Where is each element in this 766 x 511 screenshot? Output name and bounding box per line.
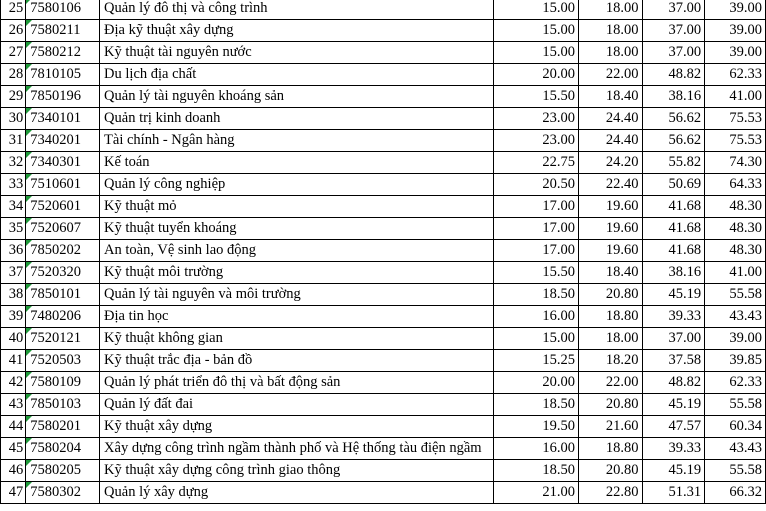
- row-number-cell[interactable]: 40: [1, 328, 26, 350]
- score-cell-1[interactable]: 19.50: [493, 416, 578, 438]
- major-name-cell[interactable]: Kỹ thuật không gian: [100, 328, 494, 350]
- score-cell-1[interactable]: 21.00: [493, 482, 578, 504]
- score-cell-1[interactable]: 20.50: [493, 174, 578, 196]
- row-number-cell[interactable]: 29: [1, 86, 26, 108]
- score-cell-2[interactable]: 21.60: [579, 416, 642, 438]
- score-cell-3[interactable]: 37.58: [642, 350, 705, 372]
- score-cell-2[interactable]: 19.60: [579, 196, 642, 218]
- table-row: [1, 218, 766, 240]
- major-code-cell[interactable]: 7340201: [26, 130, 100, 152]
- major-name-cell[interactable]: Kỹ thuật xây dựng: [100, 416, 494, 438]
- score-cell-4[interactable]: 75.53: [705, 108, 766, 130]
- major-name-cell[interactable]: Quản trị kinh doanh: [100, 108, 494, 130]
- table-row: [1, 86, 766, 108]
- score-cell-3[interactable]: 56.62: [642, 130, 705, 152]
- table-row: [1, 328, 766, 350]
- major-name-cell[interactable]: Xây dựng công trình ngầm thành phố và Hệ thống tàu điện ngầm: [100, 438, 494, 460]
- major-name-cell[interactable]: Địa kỹ thuật xây dựng: [100, 20, 494, 42]
- score-cell-3[interactable]: 37.00: [642, 0, 705, 20]
- score-cell-1[interactable]: 15.00: [493, 42, 578, 64]
- score-cell-3[interactable]: 50.69: [642, 174, 705, 196]
- table-row: [1, 306, 766, 328]
- major-code-cell[interactable]: 7520503: [26, 350, 100, 372]
- major-name-cell[interactable]: Kỹ thuật tuyển khoáng: [100, 218, 494, 240]
- score-cell-2[interactable]: 20.80: [579, 460, 642, 482]
- row-number-cell[interactable]: 47: [1, 482, 26, 504]
- score-cell-2[interactable]: 18.80: [579, 438, 642, 460]
- major-code-cell[interactable]: 7850101: [26, 284, 100, 306]
- major-code-cell[interactable]: 7520121: [26, 328, 100, 350]
- score-cell-2[interactable]: 18.80: [579, 306, 642, 328]
- score-cell-3[interactable]: 41.68: [642, 218, 705, 240]
- major-name-cell[interactable]: Kỹ thuật xây dựng công trình giao thông: [100, 460, 494, 482]
- score-cell-2[interactable]: 22.40: [579, 174, 642, 196]
- score-cell-4[interactable]: 60.34: [705, 416, 766, 438]
- score-cell-3[interactable]: 38.16: [642, 86, 705, 108]
- major-code-cell[interactable]: 7580205: [26, 460, 100, 482]
- table-row: [1, 460, 766, 482]
- major-code-cell[interactable]: 7580109: [26, 372, 100, 394]
- score-cell-3[interactable]: 51.31: [642, 482, 705, 504]
- score-cell-2[interactable]: 20.80: [579, 394, 642, 416]
- major-code-cell[interactable]: 7340101: [26, 108, 100, 130]
- table-row: [1, 108, 766, 130]
- score-cell-4[interactable]: 66.32: [705, 482, 766, 504]
- score-cell-1[interactable]: 22.75: [493, 152, 578, 174]
- score-cell-3[interactable]: 41.68: [642, 240, 705, 262]
- major-code-cell[interactable]: 7480206: [26, 306, 100, 328]
- major-code-cell[interactable]: 7520607: [26, 218, 100, 240]
- score-cell-2[interactable]: 24.20: [579, 152, 642, 174]
- row-number-cell[interactable]: 38: [1, 284, 26, 306]
- major-code-cell[interactable]: 7850103: [26, 394, 100, 416]
- score-cell-1[interactable]: 18.50: [493, 284, 578, 306]
- major-code-cell[interactable]: 7810105: [26, 64, 100, 86]
- major-code-cell[interactable]: 7580302: [26, 482, 100, 504]
- score-cell-2[interactable]: 18.20: [579, 350, 642, 372]
- score-cell-3[interactable]: 56.62: [642, 108, 705, 130]
- major-name-cell[interactable]: Tài chính - Ngân hàng: [100, 130, 494, 152]
- score-cell-3[interactable]: 41.68: [642, 196, 705, 218]
- major-name-cell[interactable]: Quản lý tài nguyên và môi trường: [100, 284, 494, 306]
- score-cell-1[interactable]: 16.00: [493, 438, 578, 460]
- score-cell-3[interactable]: 45.19: [642, 460, 705, 482]
- score-cell-4[interactable]: 39.00: [705, 328, 766, 350]
- score-cell-2[interactable]: 19.60: [579, 240, 642, 262]
- score-cell-4[interactable]: 64.33: [705, 174, 766, 196]
- score-cell-1[interactable]: 15.00: [493, 0, 578, 20]
- table-row: [1, 350, 766, 372]
- score-cell-3[interactable]: 37.00: [642, 20, 705, 42]
- table-row: [1, 64, 766, 86]
- score-cell-1[interactable]: 17.00: [493, 196, 578, 218]
- score-cell-2[interactable]: 22.00: [579, 64, 642, 86]
- score-cell-2[interactable]: 22.80: [579, 482, 642, 504]
- row-number-cell[interactable]: 28: [1, 64, 26, 86]
- score-cell-1[interactable]: 17.00: [493, 240, 578, 262]
- score-cell-4[interactable]: 39.00: [705, 42, 766, 64]
- score-cell-3[interactable]: 37.00: [642, 42, 705, 64]
- score-cell-4[interactable]: 62.33: [705, 64, 766, 86]
- score-cell-4[interactable]: 39.00: [705, 20, 766, 42]
- major-name-cell[interactable]: Kỹ thuật tài nguyên nước: [100, 42, 494, 64]
- score-cell-4[interactable]: 39.85: [705, 350, 766, 372]
- row-number-cell[interactable]: 36: [1, 240, 26, 262]
- table-row: [1, 240, 766, 262]
- score-cell-2[interactable]: 18.40: [579, 262, 642, 284]
- major-code-cell[interactable]: 7580201: [26, 416, 100, 438]
- major-code-cell[interactable]: 7520601: [26, 196, 100, 218]
- table-body: [1, 0, 766, 504]
- score-cell-4[interactable]: 48.30: [705, 218, 766, 240]
- score-cell-2[interactable]: 18.00: [579, 328, 642, 350]
- score-cell-1[interactable]: 20.00: [493, 64, 578, 86]
- score-cell-3[interactable]: 45.19: [642, 284, 705, 306]
- major-code-cell[interactable]: 7340301: [26, 152, 100, 174]
- score-cell-3[interactable]: 37.00: [642, 328, 705, 350]
- major-code-cell[interactable]: 7850202: [26, 240, 100, 262]
- table-row: [1, 394, 766, 416]
- score-cell-1[interactable]: 23.00: [493, 130, 578, 152]
- score-cell-3[interactable]: 48.82: [642, 372, 705, 394]
- score-cell-2[interactable]: 24.40: [579, 130, 642, 152]
- score-cell-1[interactable]: 15.50: [493, 86, 578, 108]
- row-number-cell[interactable]: 30: [1, 108, 26, 130]
- major-name-cell[interactable]: Quản lý công nghiệp: [100, 174, 494, 196]
- score-cell-4[interactable]: 62.33: [705, 372, 766, 394]
- score-cell-2[interactable]: 18.00: [579, 42, 642, 64]
- row-number-cell[interactable]: 46: [1, 460, 26, 482]
- score-cell-4[interactable]: 75.53: [705, 130, 766, 152]
- row-number-cell[interactable]: 44: [1, 416, 26, 438]
- major-code-cell[interactable]: 7580211: [26, 20, 100, 42]
- score-cell-1[interactable]: 20.00: [493, 372, 578, 394]
- score-cell-4[interactable]: 55.58: [705, 460, 766, 482]
- score-cell-1[interactable]: 16.00: [493, 306, 578, 328]
- table-row: [1, 372, 766, 394]
- table-row: [1, 20, 766, 42]
- table-row: [1, 174, 766, 196]
- major-name-cell[interactable]: Quản lý đô thị và công trình: [100, 0, 494, 20]
- major-name-cell[interactable]: Kỹ thuật môi trường: [100, 262, 494, 284]
- row-number-cell[interactable]: 41: [1, 350, 26, 372]
- table-row: [1, 284, 766, 306]
- score-cell-1[interactable]: 15.50: [493, 262, 578, 284]
- score-cell-2[interactable]: 18.00: [579, 0, 642, 20]
- score-cell-4[interactable]: 74.30: [705, 152, 766, 174]
- table-row: [1, 416, 766, 438]
- table-row: [1, 42, 766, 64]
- row-number-cell[interactable]: 33: [1, 174, 26, 196]
- major-name-cell[interactable]: Kỹ thuật mỏ: [100, 196, 494, 218]
- score-cell-4[interactable]: 39.00: [705, 0, 766, 20]
- major-name-cell[interactable]: Quản lý đất đai: [100, 394, 494, 416]
- major-name-cell[interactable]: Địa tin học: [100, 306, 494, 328]
- major-code-cell[interactable]: 7520320: [26, 262, 100, 284]
- score-cell-3[interactable]: 48.82: [642, 64, 705, 86]
- row-number-cell[interactable]: 25: [1, 0, 26, 20]
- row-number-cell[interactable]: 42: [1, 372, 26, 394]
- row-number-cell[interactable]: 27: [1, 42, 26, 64]
- major-code-cell[interactable]: 7510601: [26, 174, 100, 196]
- major-code-cell[interactable]: 7850196: [26, 86, 100, 108]
- score-cell-4[interactable]: 41.00: [705, 86, 766, 108]
- score-cell-2[interactable]: 24.40: [579, 108, 642, 130]
- score-cell-1[interactable]: 18.50: [493, 460, 578, 482]
- major-name-cell[interactable]: Quản lý tài nguyên khoáng sản: [100, 86, 494, 108]
- score-cell-1[interactable]: 15.25: [493, 350, 578, 372]
- table-row: [1, 262, 766, 284]
- row-number-cell[interactable]: 43: [1, 394, 26, 416]
- score-cell-1[interactable]: 17.00: [493, 218, 578, 240]
- score-cell-3[interactable]: 47.57: [642, 416, 705, 438]
- major-name-cell[interactable]: Kỹ thuật trắc địa - bản đồ: [100, 350, 494, 372]
- score-cell-4[interactable]: 48.30: [705, 196, 766, 218]
- score-cell-4[interactable]: 55.58: [705, 284, 766, 306]
- score-cell-4[interactable]: 43.43: [705, 438, 766, 460]
- major-name-cell[interactable]: Quản lý phát triển đô thị và bất động sản: [100, 372, 494, 394]
- score-cell-1[interactable]: 15.00: [493, 20, 578, 42]
- major-name-cell[interactable]: An toàn, Vệ sinh lao động: [100, 240, 494, 262]
- row-number-cell[interactable]: 32: [1, 152, 26, 174]
- row-number-cell[interactable]: 26: [1, 20, 26, 42]
- score-cell-3[interactable]: 38.16: [642, 262, 705, 284]
- score-cell-1[interactable]: 23.00: [493, 108, 578, 130]
- score-cell-2[interactable]: 18.40: [579, 86, 642, 108]
- score-cell-4[interactable]: 48.30: [705, 240, 766, 262]
- score-cell-1[interactable]: 15.00: [493, 328, 578, 350]
- major-code-cell[interactable]: 7580212: [26, 42, 100, 64]
- score-cell-4[interactable]: 55.58: [705, 394, 766, 416]
- table-row: [1, 0, 766, 20]
- row-number-cell[interactable]: 35: [1, 218, 26, 240]
- row-number-cell[interactable]: 45: [1, 438, 26, 460]
- score-cell-3[interactable]: 45.19: [642, 394, 705, 416]
- row-number-cell[interactable]: 37: [1, 262, 26, 284]
- major-name-cell[interactable]: Quản lý xây dựng: [100, 482, 494, 504]
- table-row: [1, 438, 766, 460]
- major-name-cell[interactable]: Kế toán: [100, 152, 494, 174]
- score-cell-2[interactable]: 18.00: [579, 20, 642, 42]
- score-cell-3[interactable]: 39.33: [642, 438, 705, 460]
- score-cell-2[interactable]: 20.80: [579, 284, 642, 306]
- major-name-cell[interactable]: Du lịch địa chất: [100, 64, 494, 86]
- row-number-cell[interactable]: 39: [1, 306, 26, 328]
- score-cell-1[interactable]: 18.50: [493, 394, 578, 416]
- row-number-cell[interactable]: 34: [1, 196, 26, 218]
- table-row: [1, 152, 766, 174]
- major-code-cell[interactable]: 7580204: [26, 438, 100, 460]
- score-cell-2[interactable]: 22.00: [579, 372, 642, 394]
- table-row: [1, 130, 766, 152]
- score-cell-3[interactable]: 55.82: [642, 152, 705, 174]
- score-cell-4[interactable]: 41.00: [705, 262, 766, 284]
- score-cell-3[interactable]: 39.33: [642, 306, 705, 328]
- score-cell-2[interactable]: 19.60: [579, 218, 642, 240]
- major-code-cell[interactable]: 7580106: [26, 0, 100, 20]
- row-number-cell[interactable]: 31: [1, 130, 26, 152]
- table-row: [1, 482, 766, 504]
- score-cell-4[interactable]: 43.43: [705, 306, 766, 328]
- table-row: [1, 196, 766, 218]
